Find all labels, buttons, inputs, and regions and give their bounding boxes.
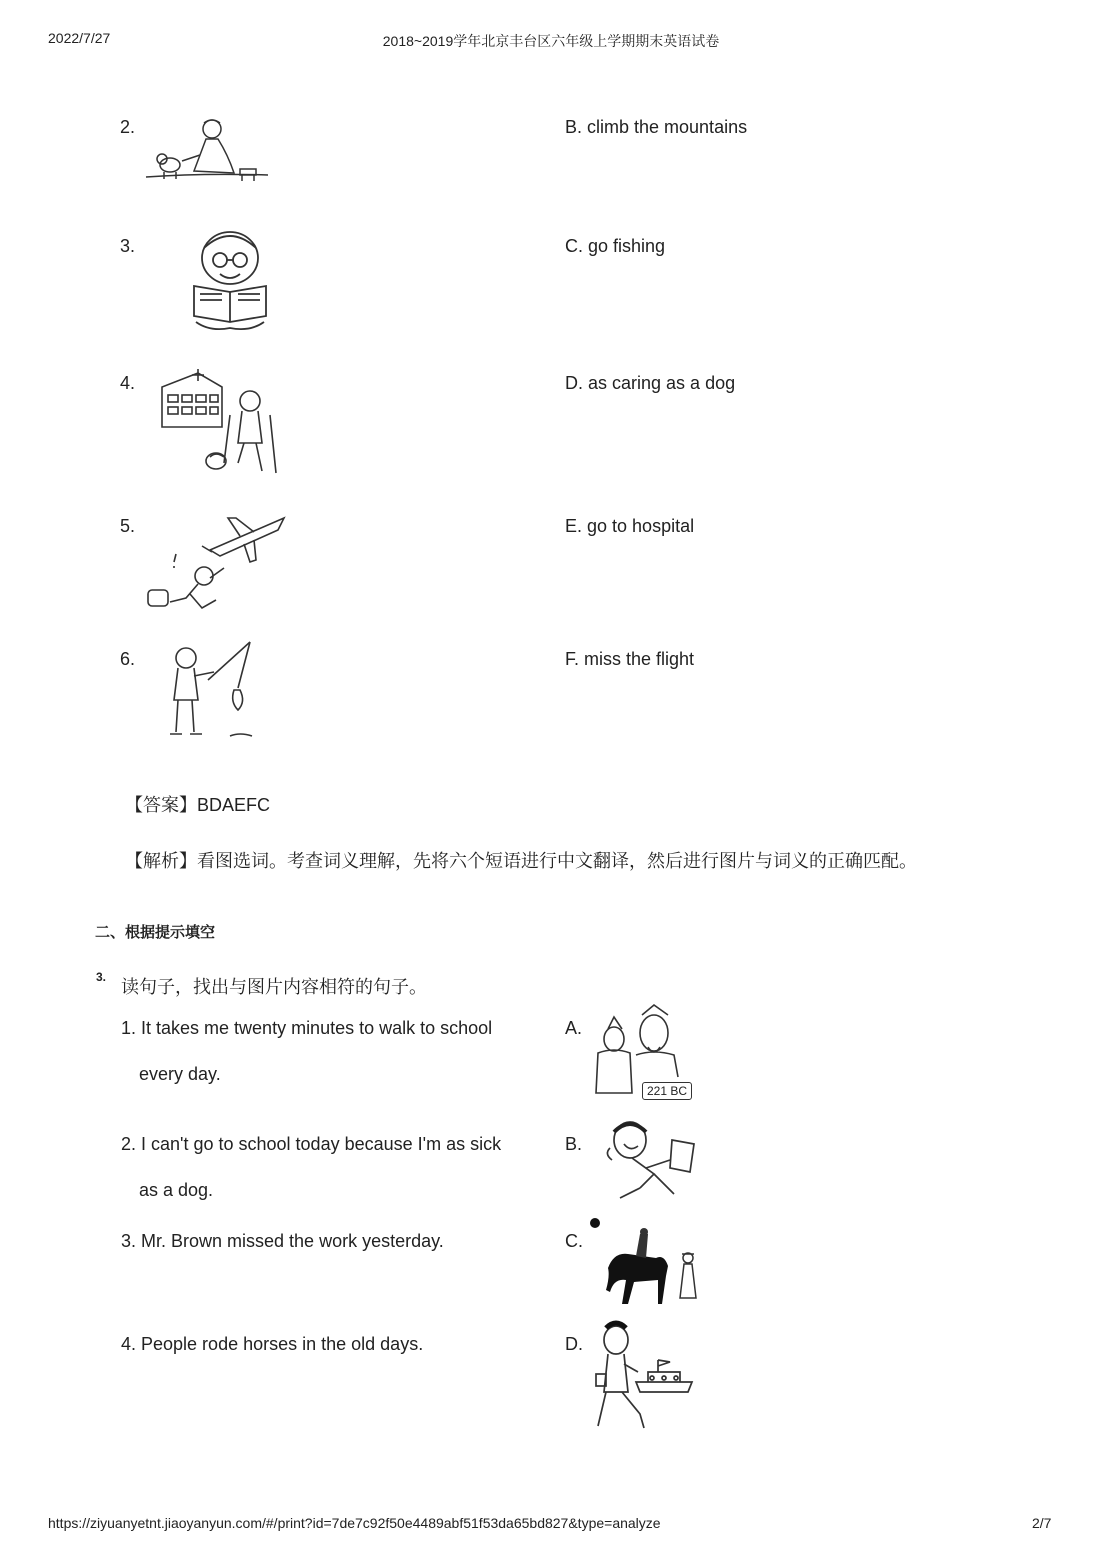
sentence-line: as a dog. (139, 1180, 214, 1200)
girl-with-dog-icon (142, 115, 272, 190)
sentence-line: 1. It takes me twenty minutes to walk to school (121, 1018, 493, 1038)
airplane-runner-icon (140, 512, 290, 617)
man-running-to-ship-icon (588, 1318, 700, 1436)
sentence-1 (121, 1005, 551, 1097)
sentence-4 (121, 1321, 551, 1367)
horse-rider-icon (604, 1228, 704, 1308)
section-title: 二、根据提示填空 (95, 924, 216, 941)
row-number: 5. (120, 516, 136, 536)
hospital-crutches-icon (158, 363, 283, 478)
document-title: 2018~2019学年北京丰台区六年级上学期期末英语试卷 (382, 33, 720, 49)
analysis: 【解析】看图选词。考查词义理解，先将六个短语进行中文翻译，然后进行图片与词义的正确匹配。 (125, 851, 917, 871)
picture-letter-d: D. (565, 1334, 583, 1354)
picture-letter-c: C. (565, 1231, 583, 1251)
option-f: F. miss the flight (565, 649, 695, 669)
row-number: 2. (120, 117, 136, 137)
picture-caption: 221 BC (642, 1082, 692, 1100)
question-number: 3. (96, 970, 107, 984)
option-d: D. as caring as a dog (565, 373, 736, 393)
row-number: 3. (120, 236, 136, 256)
bullet-dot (590, 1218, 600, 1228)
sentence-2 (121, 1121, 551, 1213)
question-text: 读句子，找出与图片内容相符的句子。 (121, 977, 427, 997)
answer: 【答案】BDAEFC (125, 795, 271, 815)
sick-man-running-icon (590, 1118, 702, 1204)
row-number: 6. (120, 649, 136, 669)
print-date: 2022/7/27 (48, 30, 111, 46)
sentence-3 (121, 1218, 551, 1264)
row-number: 4. (120, 373, 136, 393)
sentence-line: 4. People rode horses in the old days. (121, 1334, 424, 1354)
picture-letter-a: A. (565, 1018, 583, 1038)
option-b: B. climb the mountains (565, 117, 748, 137)
footer-url[interactable]: https://ziyuanyetnt.jiaoyanyun.com/#/print?id=7de7c92f50e4489abf51f53da65bd827&type=analyze (48, 1515, 661, 1531)
boy-fishing-icon (160, 640, 255, 745)
option-e: E. go to hospital (565, 516, 695, 536)
boy-reading-icon (180, 228, 280, 338)
sentence-line: every day. (139, 1064, 221, 1084)
page-number: 2/7 (1032, 1515, 1052, 1531)
option-c: C. go fishing (565, 236, 666, 256)
picture-letter-b: B. (565, 1134, 583, 1154)
sentence-line: 3. Mr. Brown missed the work yesterday. (121, 1231, 444, 1251)
sentence-line: 2. I can't go to school today because I'm as sick (121, 1134, 502, 1154)
